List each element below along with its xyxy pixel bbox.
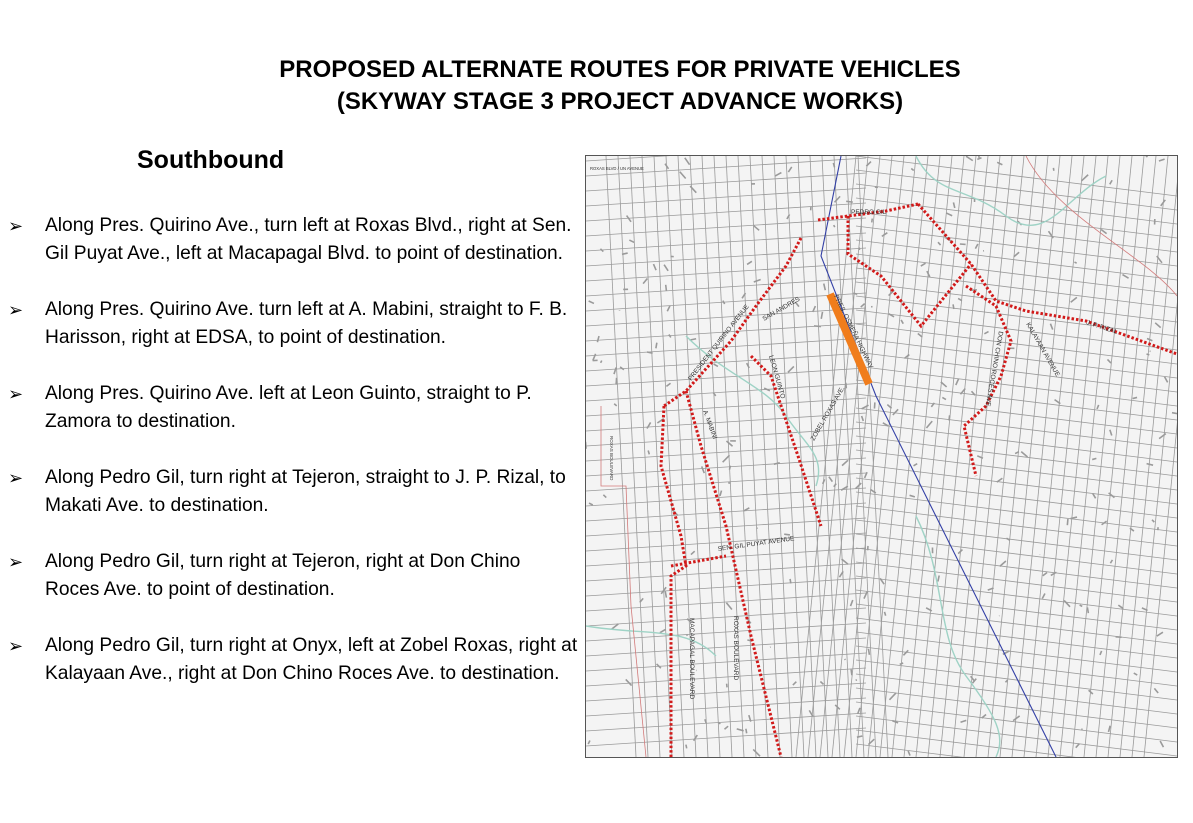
street-segment: [1048, 156, 1108, 757]
street-segment: [1122, 275, 1128, 279]
street-segment: [938, 242, 941, 245]
street-segment: [862, 416, 864, 421]
street-segment: [1071, 297, 1077, 302]
street-segment: [997, 162, 1002, 164]
route-item: [8, 548, 580, 604]
label-don-chino: DON CHINO ROCES AVE.: [983, 330, 1004, 409]
street-segment: [1144, 156, 1177, 757]
street-segment: [966, 156, 973, 160]
street-segment: [956, 379, 959, 385]
street-segment: [844, 156, 904, 757]
title-line-1: PROPOSED ALTERNATE ROUTES FOR PRIVATE VEHICLES: [279, 56, 961, 83]
label-mabini: A. MABINI: [701, 409, 719, 441]
street-segment: [1067, 519, 1068, 525]
street-segment: [910, 495, 915, 497]
street-segment: [1147, 464, 1154, 466]
street-segment: [726, 156, 756, 757]
street-segment: [620, 367, 624, 370]
street-segment: [856, 483, 862, 489]
street-segment: [1092, 458, 1096, 459]
street-segment: [589, 503, 593, 505]
street-segment: [586, 608, 866, 626]
street-segment: [1042, 593, 1045, 598]
label-skyway: PRES. OSMEÑA HIGHWAY: [832, 293, 875, 370]
street-segment: [629, 240, 634, 242]
street-segment: [588, 741, 590, 745]
street-segment: [1101, 230, 1106, 234]
route-mabini-west: [661, 406, 686, 757]
street-segment: [832, 156, 892, 757]
street-segment: [1110, 180, 1112, 184]
street-segment: [788, 366, 794, 372]
street-segment: [1108, 726, 1110, 732]
street-segment: [1100, 651, 1102, 655]
street-segment: [814, 326, 821, 327]
street-segment: [1087, 607, 1088, 613]
street-segment: [904, 355, 909, 359]
street-segment: [723, 301, 725, 304]
street-segment: [1160, 741, 1163, 747]
street-segment: [1064, 600, 1070, 606]
street-segment: [1021, 452, 1027, 457]
street-segment: [1070, 517, 1077, 519]
street-segment: [829, 477, 833, 482]
route-text: Along Pedro Gil, turn right at Tejeron, right at Don Chino Roces Ave. to point of destination.: [45, 551, 521, 600]
street-segment: [680, 172, 686, 179]
street-segment: [686, 745, 687, 749]
street-segment: [862, 405, 869, 409]
street-segment: [884, 612, 885, 616]
street-segment: [821, 312, 822, 319]
street-segment: [593, 354, 596, 361]
street-segment: [686, 634, 687, 635]
route-text: Along Pres. Quirino Ave., turn left at Roxas Blvd., right at Sen. Gil Puyat Ave., left at Macapagal Blvd. to point of destination.: [45, 215, 572, 264]
street-segment: [1110, 560, 1112, 563]
street-segment: [820, 156, 880, 757]
street-segment: [845, 659, 846, 660]
street-segment: [784, 534, 790, 535]
label-zobel: ZOBEL ROXAS AVE.: [809, 385, 847, 442]
street-segment: [753, 749, 760, 756]
street-segment: [664, 265, 668, 271]
street-segment: [946, 213, 952, 216]
street-segment: [834, 156, 864, 757]
street-segment: [648, 450, 649, 454]
label-quirino: PRESIDENT QUIRINO AVENUE: [687, 303, 751, 383]
street-segment: [618, 156, 648, 757]
street-segment: [893, 409, 898, 415]
street-segment: [1014, 252, 1019, 256]
street-segment: [834, 484, 836, 487]
street-segment: [600, 249, 603, 252]
street-segment: [846, 383, 847, 389]
street-segment: [926, 421, 932, 428]
street-segment: [685, 158, 690, 165]
route-item: [8, 380, 580, 436]
route-text: Along Pedro Gil, turn right at Tejeron, straight to J. P. Rizal, to Makati Ave. to destination.: [45, 467, 566, 516]
street-segment: [949, 415, 950, 420]
street-segment: [729, 466, 730, 470]
street-segment: [1000, 561, 1006, 566]
street-segment: [714, 364, 718, 366]
street-segment: [586, 293, 866, 311]
street-segment: [977, 158, 981, 160]
street-segment: [1159, 159, 1165, 161]
arrow-bullet-icon: ➢: [8, 216, 24, 236]
street-segment: [889, 693, 896, 700]
label-kalayaan: KALAYAAN AVENUE: [1024, 321, 1061, 378]
street-segment: [1050, 324, 1052, 330]
label-corner: ROXAS BLVD / UN AVENUE: [590, 166, 644, 171]
street-segment: [1147, 338, 1152, 340]
route-text: Along Pedro Gil, turn right at Onyx, left at Zobel Roxas, right at Kalayaan Ave., right at Don Chino Roces Ave. to destination.: [45, 635, 578, 684]
title-line-2: (SKYWAY STAGE 3 PROJECT ADVANCE WORKS): [336, 88, 904, 115]
street-segment: [942, 397, 946, 399]
street-segment: [660, 629, 666, 632]
map-canvas: [586, 156, 1177, 757]
street-segment: [586, 308, 866, 326]
street-segment: [1036, 156, 1096, 757]
street-segment: [738, 156, 768, 757]
street-segment: [656, 343, 657, 349]
street-segment: [614, 367, 616, 374]
street-segment: [901, 320, 903, 324]
street-segment: [918, 334, 922, 338]
arrow-bullet-icon: ➢: [8, 300, 24, 320]
street-segment: [586, 503, 866, 521]
street-segment: [953, 304, 954, 309]
street-segment: [1110, 430, 1112, 436]
arrow-bullet-icon: ➢: [8, 384, 24, 404]
street-segment: [842, 460, 848, 465]
street-segment: [690, 186, 696, 193]
street-segment: [728, 483, 730, 484]
street-segment: [971, 676, 975, 681]
street-segment: [1060, 156, 1120, 757]
street-segment: [938, 575, 939, 581]
street-segment: [941, 382, 947, 387]
street-segment: [653, 264, 656, 270]
street-segment: [666, 285, 667, 291]
street-segment: [747, 363, 750, 368]
route-item: [8, 464, 580, 520]
street-segment: [868, 156, 928, 757]
street-segment: [1165, 377, 1168, 383]
street-segment: [824, 284, 826, 291]
label-gil-puyat: SEN. GIL PUYAT AVENUE: [717, 535, 795, 553]
street-segment: [626, 679, 632, 685]
street-segment: [1147, 354, 1150, 355]
street-segment: [975, 244, 977, 249]
label-leon-guinto: LEON GUINTO: [767, 354, 787, 400]
street-segment: [868, 649, 869, 655]
street-segment: [1082, 175, 1089, 181]
street-segment: [820, 681, 823, 684]
street-segment: [1080, 605, 1083, 606]
street-segment: [953, 202, 954, 207]
label-roxas: ROXAS BOULEVARD: [732, 616, 739, 681]
street-segment: [853, 293, 857, 294]
street-segment: [702, 466, 705, 473]
street-segment: [1074, 262, 1076, 263]
route-item: [8, 632, 580, 688]
street-segment: [718, 723, 720, 724]
street-segment: [1000, 156, 1060, 757]
street-grid: [586, 156, 1177, 757]
label-jp-rizal: J. P. RIZAL: [1085, 319, 1119, 336]
street-segment: [1134, 673, 1137, 675]
route-list: [8, 212, 580, 716]
street-segment: [669, 334, 671, 337]
street-segment: [586, 368, 866, 386]
route-text: Along Pres. Quirino Ave. left at Leon Guinto, straight to P. Zamora to destination.: [45, 383, 532, 432]
street-segment: [1157, 632, 1163, 636]
street-segment: [724, 726, 728, 729]
street-segment: [834, 225, 835, 227]
street-segment: [823, 479, 825, 484]
street-segment: [586, 653, 866, 671]
street-segment: [1154, 688, 1158, 693]
street-segment: [1145, 156, 1148, 157]
arrow-bullet-icon: ➢: [8, 636, 24, 656]
street-segment: [586, 263, 866, 281]
street-segment: [846, 201, 853, 202]
street-segment: [754, 226, 759, 230]
street-segment: [858, 156, 888, 757]
street-segment: [1006, 538, 1009, 540]
street-segment: [900, 663, 903, 664]
street-segment: [1076, 744, 1080, 748]
route-map: [585, 155, 1178, 758]
street-segment: [793, 682, 796, 685]
street-segment: [1133, 397, 1138, 398]
street-segment: [961, 720, 967, 722]
street-segment: [586, 728, 866, 746]
street-segment: [1107, 359, 1111, 363]
street-segment: [775, 173, 781, 176]
street-segment: [833, 163, 834, 167]
street-segment: [1072, 156, 1132, 757]
street-segment: [1159, 434, 1166, 439]
page-title: [0, 54, 1193, 118]
street-segment: [665, 591, 666, 598]
street-segment: [726, 603, 732, 610]
street-segment: [952, 156, 1012, 757]
street-segment: [908, 751, 910, 756]
street-segment: [601, 361, 602, 363]
street-segment: [667, 306, 670, 311]
street-segment: [911, 168, 913, 170]
street-segment: [786, 156, 816, 757]
street-segment: [861, 304, 865, 307]
street-segment: [846, 156, 876, 757]
street-segment: [790, 579, 791, 583]
street-segment: [1152, 520, 1154, 522]
street-segment: [726, 441, 732, 446]
street-segment: [1024, 156, 1084, 757]
street-segment: [892, 156, 952, 757]
arrow-bullet-icon: ➢: [8, 468, 24, 488]
street-segment: [914, 464, 918, 466]
label-roxas-small: ROXAS BOULEVARD: [609, 436, 614, 481]
street-segment: [643, 278, 647, 283]
street-segment: [1043, 573, 1047, 576]
street-segment: [746, 729, 747, 734]
street-segment: [916, 156, 976, 757]
street-segment: [1096, 156, 1156, 757]
street-segment: [666, 383, 670, 386]
street-segment: [1155, 323, 1160, 328]
street-segment: [589, 301, 594, 303]
street-segment: [851, 600, 853, 606]
street-segment: [754, 279, 761, 282]
street-segment: [822, 156, 852, 757]
street-segment: [723, 455, 730, 462]
street-segment: [921, 263, 926, 266]
street-segment: [647, 422, 651, 428]
street-segment: [720, 491, 722, 496]
street-segment: [1172, 413, 1177, 414]
street-segment: [788, 167, 791, 172]
street-segment: [747, 261, 752, 264]
street-segment: [984, 332, 988, 334]
arrow-bullet-icon: ➢: [8, 552, 24, 572]
street-segment: [808, 156, 868, 757]
street-segment: [1097, 405, 1099, 409]
route-text: Along Pres. Quirino Ave. turn left at A. Mabini, straight to F. B. Harisson, right at EDSA, to point of destination.: [45, 299, 568, 348]
street-segment: [691, 551, 695, 554]
street-segment: [750, 156, 780, 757]
label-pedro-gil: PEDRO GIL: [851, 209, 887, 216]
route-item: [8, 296, 580, 352]
street-segment: [796, 156, 856, 757]
street-segment: [835, 196, 841, 202]
street-segment: [586, 683, 866, 701]
street-segment: [614, 404, 617, 406]
label-macapagal: MACAPAGAL BOULEVARD: [688, 618, 695, 700]
route-item: [8, 212, 580, 268]
street-segment: [586, 563, 866, 581]
street-segment: [762, 156, 792, 757]
street-segment: [851, 669, 852, 675]
street-segment: [586, 488, 866, 506]
street-segment: [603, 495, 606, 498]
label-san-andres: SAN ANDRES: [761, 295, 802, 323]
street-segment: [858, 708, 860, 714]
section-heading: Southbound: [137, 146, 285, 174]
street-segment: [597, 336, 599, 342]
